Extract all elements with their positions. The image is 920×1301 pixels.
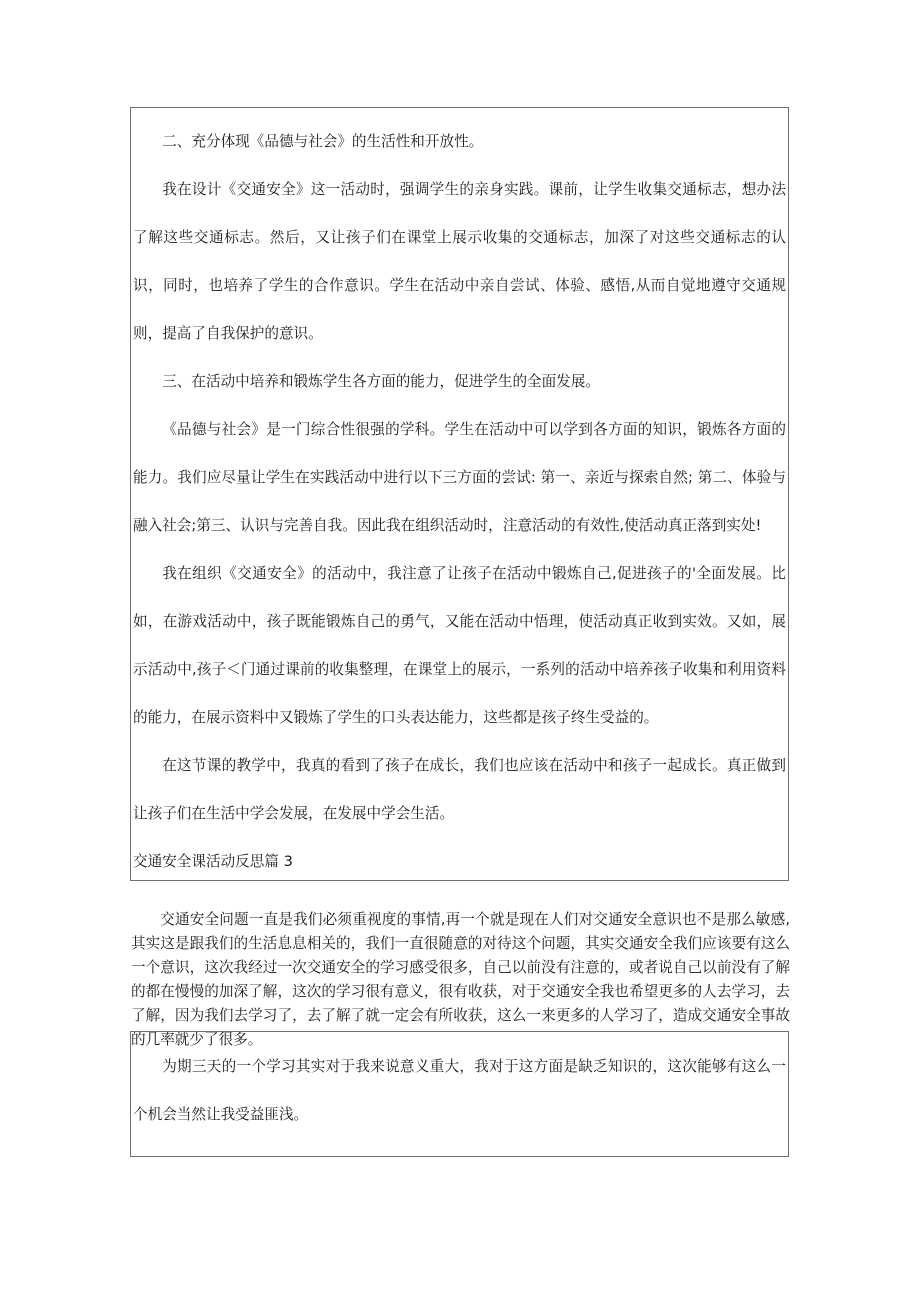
- heading-2: 二、充分体现《品德与社会》的生活性和开放性。: [162, 133, 484, 150]
- section-title: 交通安全课活动反思篇 3: [133, 853, 293, 870]
- heading-3: 三、在活动中培养和锻炼学生各方面的能力，促进学生的全面发展。: [162, 373, 601, 390]
- upper-box-content: [133, 118, 786, 838]
- text-box-lower: [130, 1031, 789, 1157]
- paragraph-conclusion: 在这节课的教学中，我真的看到了孩子在成长，我们也应该在活动中和孩子一起成长。真正做到让孩子们在生活中学会发展，在发展中学会生活。: [133, 757, 786, 822]
- paragraph-three-days: 为期三天的一个学习其实对于我来说意义重大，我对于这方面是缺乏知识的，这次能够有这么一个机会当然让我受益匪浅。: [133, 1058, 786, 1123]
- paragraph-subject: 《品德与社会》是一门综合性很强的学科。学生在活动中可以学到各方面的知识，锻炼各方面的能力。我们应尽量让学生在实践活动中进行以下三方面的尝试: 第一、亲近与探索自然; 第二、体验与融入社会;第三、认识与完善自我。因此我在组织活动时，注意活动的有效性,使活动真正落到实处!: [133, 421, 786, 534]
- paragraph-design: 我在设计《交通安全》这一活动时，强调学生的亲身实践。课前，让学生收集交通标志，想办法了解这些交通标志。然后，又让孩子们在课堂上展示收集的交通标志，加深了对这些交通标志的认识，同时，也培养了学生的合作意识。学生在活动中亲自尝试、体验、感悟,从而自觉地遵守交通规则，提高了自我保护的意识。: [133, 181, 786, 342]
- lower-box-content: [133, 1043, 786, 1139]
- text-box-upper: [130, 107, 789, 881]
- paragraph-free: 交通安全问题一直是我们必须重视度的事情,再一个就是现在人们对交通安全意识也不是那么敏感,其实这是跟我们的生活息息相关的，我们一直很随意的对待这个问题，其实交通安全我们应该要有这么一个意识，这次我经过一次交通安全的学习感受很多，自己以前没有注意的，或者说自己以前没有了解的都在慢慢的加深了解，这次的学习很有意义，很有收获，对于交通安全我也希望更多的人去学习，去了解，因为我们去学习了，去了解了就一定会有所收获，这么一来更多的人学习了，造成交通安全事故的几率就少了很多。: [131, 911, 790, 1048]
- paragraph-organize: 我在组织《交通安全》的活动中，我注意了让孩子在活动中锻炼自己,促进孩子的'全面发展。比如，在游戏活动中，孩子既能锻炼自己的勇气，又能在活动中悟理，使活动真正收到实效。又如，展示活动中,孩子＜门通过课前的收集整理，在课堂上的展示，一系列的活动中培养孩子收集和利用资料的能力，在展示资料中又锻炼了学生的口头表达能力，这些都是孩子终生受益的。: [133, 565, 786, 726]
